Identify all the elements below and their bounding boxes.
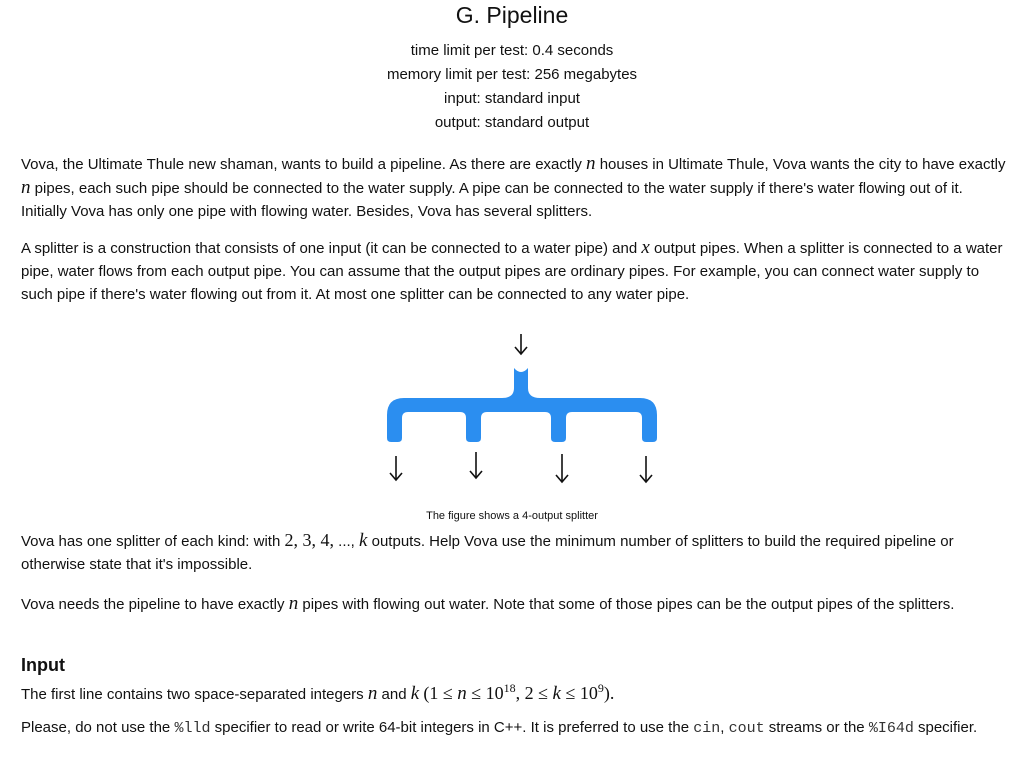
memory-limit: memory limit per test: 256 megabytes	[386, 66, 638, 83]
output-arrow-icon	[470, 452, 482, 478]
output-spec: output: standard output	[434, 114, 590, 131]
input-arrow-icon	[515, 334, 527, 354]
output-arrow-icon	[556, 454, 568, 482]
input-line-2: Please, do not use the %lld specifier to read or write 64-bit integers in C++. It is preferred to use the cin, cout streams or the %I64d specifier.	[21, 719, 978, 737]
output-arrow-icon	[640, 456, 652, 482]
input-line-1: The first line contains two space-separated integers n and k ($1 \le n \le 10^{18}$, $2 \le k \le 10^9$).	[21, 681, 615, 704]
math-x: x	[641, 237, 650, 258]
math-k: k	[359, 530, 368, 551]
math-sequence: 2, 3, 4,	[284, 530, 334, 550]
figure-caption: The figure shows a 4-output splitter	[426, 510, 598, 522]
time-limit: time limit per test: 0.4 seconds	[410, 42, 614, 59]
input-section-heading: Input	[21, 655, 65, 675]
4-output-splitter-diagram	[387, 334, 657, 482]
code-lld: %lld	[174, 720, 211, 737]
math-n: n	[288, 593, 299, 614]
code-i64d: %I64d	[868, 720, 914, 737]
math-n: n	[367, 683, 378, 704]
code-cout: cout	[728, 720, 765, 737]
math-k: k	[410, 683, 420, 704]
splitter-figure	[370, 328, 660, 488]
math-n: n	[21, 177, 31, 198]
problem-title: G. Pipeline	[455, 2, 569, 28]
input-spec: input: standard input	[444, 90, 580, 107]
math-n: n	[586, 153, 596, 174]
statement-paragraph-1: Vova, the Ultimate Thule new shaman, wants to build a pipeline. As there are exactly n houses in Ultimate Thule, Vova wants the city to have exactly n pipes, each such pipe should be connected to the water supply. A pipe can be connected to the water supply if there's water flowing out of it. Initially Vova has only one pipe with flowing water. Besides, Vova has several splitters.	[21, 153, 1006, 220]
output-arrow-icon	[390, 456, 402, 480]
constraint-formula: ($1 \le n \le 10^{18}$, $2 \le k \le 10^9$).	[423, 681, 615, 704]
statement-paragraph-4: Vova needs the pipeline to have exactly n pipes with flowing out water. Note that some of those pipes can be the output pipes of the splitters.	[21, 593, 955, 614]
splitter-pipe-body	[387, 364, 657, 442]
statement-paragraph-3: Vova has one splitter of each kind: with 2, 3, 4, ..., k outputs. Help Vova use the minimum number of splitters to build the required pipeline or otherwise state that it's impossible.	[21, 530, 954, 573]
code-cin: cin	[693, 720, 721, 737]
statement-paragraph-2: A splitter is a construction that consists of one input (it can be connected to a water pipe) and x output pipes. When a splitter is connected to a water pipe, water flows from each output pipe. You can assume that the output pipes are ordinary pipes. For example, you can connect water supply to such pipe if there's water flowing out from it. At most one splitter can be connected to any water pipe.	[21, 237, 1003, 303]
